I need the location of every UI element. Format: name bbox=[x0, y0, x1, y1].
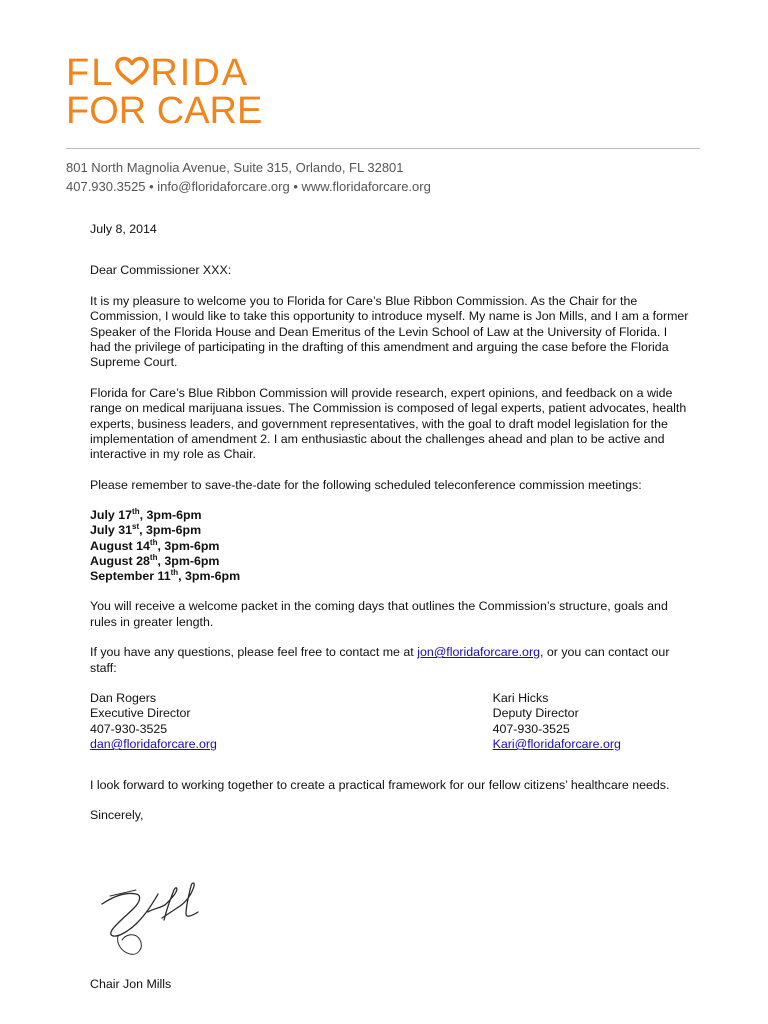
header-divider bbox=[66, 148, 700, 149]
salutation: Dear Commissioner XXX: bbox=[90, 263, 232, 278]
closing-sincerely: Sincerely, bbox=[90, 807, 144, 822]
logo-text-rida: RIDA bbox=[150, 52, 250, 94]
meeting-item: August 14th, 3pm-6pm bbox=[90, 537, 220, 553]
address-line: 801 North Magnolia Avenue, Suite 315, Orlando, FL 32801 bbox=[66, 160, 404, 175]
staff-title: Executive Director bbox=[90, 706, 191, 721]
logo-line-for-care: FOR CARE bbox=[66, 90, 263, 132]
staff-phone: 407-930-3525 bbox=[492, 721, 570, 736]
letter-body bbox=[90, 222, 690, 838]
signer-name: Chair Jon Mills bbox=[90, 977, 172, 991]
contact-line: 407.930.3525 • info@floridaforcare.org • www.floridaforcare.org bbox=[66, 179, 431, 194]
letterhead-address bbox=[66, 158, 431, 196]
meeting-item: July 17th, 3pm-6pm bbox=[90, 507, 202, 523]
staff-email-link[interactable]: Kari@floridaforcare.org bbox=[492, 737, 621, 752]
paragraph-questions: If you have any questions, please feel free to contact me at jon@floridaforcare.org, or you can contact our staff: bbox=[90, 645, 670, 675]
florida-for-care-logo bbox=[66, 54, 262, 130]
chair-email-link[interactable]: jon@floridaforcare.org bbox=[417, 645, 540, 660]
meeting-item: July 31st, 3pm-6pm bbox=[90, 522, 202, 538]
staff-contact-kari bbox=[493, 691, 690, 753]
paragraph-commission: Florida for Care’s Blue Ribbon Commission will provide research, expert opinions, and feedback on a wide range on medical marijuana issues. The Commission is composed of legal experts, patient advocates, health experts, business leaders, and government representatives, with the goal to draft model legislation for the implementation of amendment 2. I am enthusiastic about the challenges ahead and plan to be active and interactive in my role as Chair. bbox=[90, 385, 687, 462]
logo-text-fl: FL bbox=[66, 52, 115, 94]
logo-line-florida bbox=[66, 54, 262, 92]
staff-email-link[interactable]: dan@floridaforcare.org bbox=[90, 737, 217, 752]
staff-name: Dan Rogers bbox=[90, 690, 157, 705]
staff-phone: 407-930-3525 bbox=[90, 721, 168, 736]
paragraph-intro: It is my pleasure to welcome you to Florida for Care’s Blue Ribbon Commission. As the Chair for the Commission, I would like to take this opportunity to introduce myself. My name is Jon Mills, and I am a former Speaker of the Florida House and Dean Emeritus of the Levin School of Law at the University of Florida. I had the privilege of participating in the drafting of this amendment and arguing the case before the Florida Supreme Court. bbox=[90, 293, 689, 370]
staff-contact-dan bbox=[90, 691, 493, 753]
paragraph-welcome-packet: You will receive a welcome packet in the coming days that outlines the Commission’s structure, goals and rules in greater length. bbox=[90, 599, 668, 629]
meeting-item: September 11th, 3pm-6pm bbox=[90, 567, 241, 584]
staff-name: Kari Hicks bbox=[492, 690, 549, 705]
signature-image bbox=[96, 874, 206, 965]
meeting-item: August 28th, 3pm-6pm bbox=[90, 552, 220, 568]
staff-title: Deputy Director bbox=[492, 706, 579, 721]
letter-date: July 8, 2014 bbox=[90, 222, 157, 236]
staff-contacts bbox=[90, 691, 690, 753]
heart-icon bbox=[114, 56, 150, 86]
meeting-list bbox=[90, 508, 690, 584]
paragraph-closing: I look forward to working together to create a practical framework for our fellow citizens’ healthcare needs. bbox=[90, 777, 670, 792]
paragraph-save-the-date: Please remember to save-the-date for the following scheduled teleconference commission meetings: bbox=[90, 477, 642, 492]
